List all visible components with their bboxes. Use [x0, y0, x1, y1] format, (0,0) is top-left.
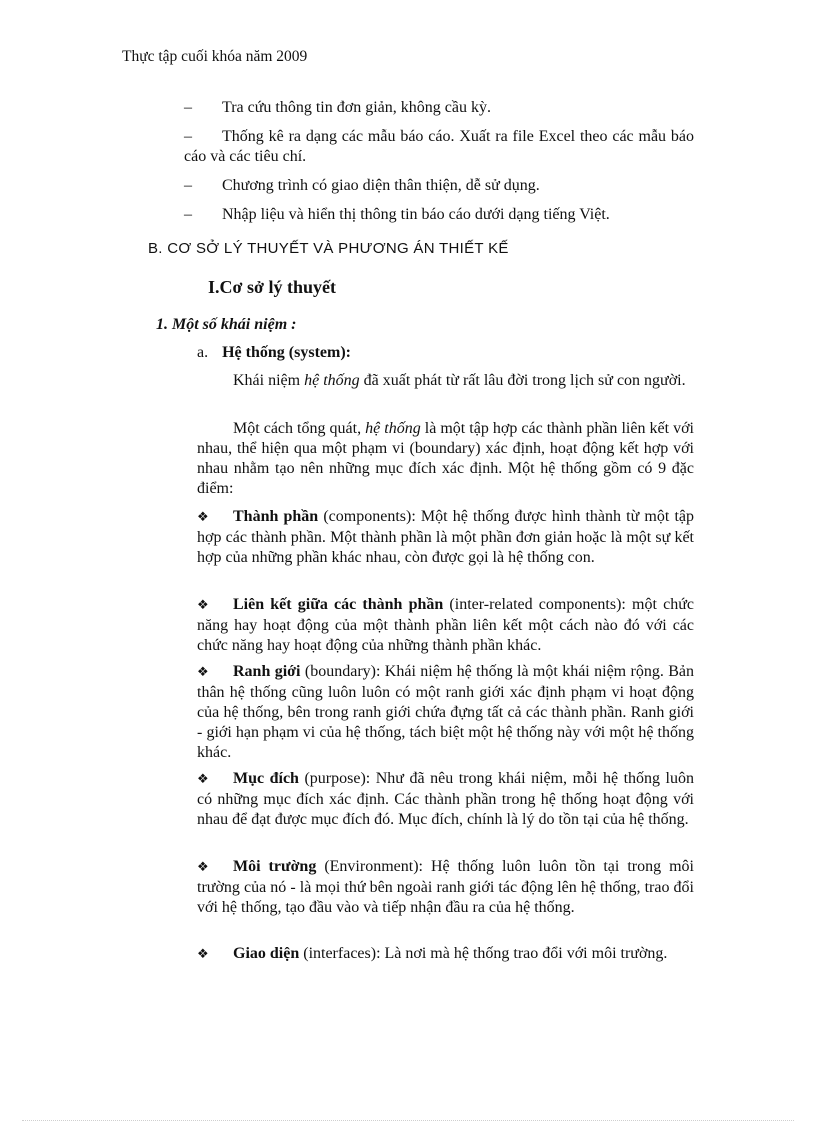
para2-before: Một cách tổng quát, — [233, 420, 366, 437]
para2-after: là một tập hợp các thành phần liên kết với nhau, thể hiện qua một phạm vi (boundary) xác định, hoạt động kết hợp với nhau nhằm tạo nên những mục đích xác định. Một hệ thống gồm có 9 đặc điểm: — [197, 420, 695, 497]
feature-term: Môi trường — [233, 858, 317, 875]
feature-term: Liên kết giữa các thành phần — [233, 596, 444, 613]
feature-description: (purpose): Như đã nêu trong khái niệm, mỗi hệ thống luôn có những mục đích xác định. Các thành phần trong hệ thống hoạt động với nhau để đạt được mục đích đó. Mục đích, chính là lý do tồn tại của hệ thống. — [197, 770, 694, 828]
paragraph-intro — [197, 371, 694, 391]
feature-term: Mục đích — [233, 770, 299, 787]
feature-item — [197, 507, 694, 568]
diamond-bullet-icon: ❖ — [197, 510, 209, 525]
feature-description: (boundary): Khái niệm hệ thống là một khái niệm rộng. Bản thân hệ thống cũng luôn luôn có một ranh giới xác định phạm vi hoạt động của hệ thống, bên trong ranh giới chứa đựng tất cả các thành phần. Ranh giới - giới hạn phạm vi của hệ thống, tách biệt một hệ thống này với một hệ thống khác. — [197, 663, 695, 761]
section-i-heading: I.Cơ sở lý thuyết — [208, 277, 336, 297]
feature-description: (components): Một hệ thống được hình thành từ một tập hợp các thành phần. Một thành phần là một phần đơn giản hoặc là một sự kết hợp của những phần khác nhau, còn được gọi là hệ thống con. — [197, 508, 695, 566]
diamond-bullet-icon: ❖ — [197, 772, 209, 787]
feature-item — [197, 944, 694, 965]
dash-item — [184, 127, 694, 167]
dash-marker: – — [184, 128, 192, 145]
feature-term: Ranh giới — [233, 663, 301, 680]
page-bottom-divider — [22, 1120, 794, 1121]
feature-item — [197, 769, 694, 830]
feature-description: (interfaces): Là nơi mà hệ thống trao đổi với môi trường. — [299, 945, 668, 962]
subsection-a-heading — [197, 344, 351, 362]
para1-emphasis: hệ thống — [304, 372, 360, 389]
dash-marker: – — [184, 206, 192, 223]
feature-item — [197, 857, 694, 918]
feature-item — [197, 662, 694, 763]
diamond-bullet-icon: ❖ — [197, 947, 209, 962]
dash-item — [184, 205, 694, 225]
para1-after: đã xuất phát từ rất lâu đời trong lịch sử con người. — [359, 372, 686, 389]
dash-item-text: Thống kê ra dạng các mẫu báo cáo. Xuất ra file Excel theo các mẫu báo cáo và các tiêu chí. — [184, 128, 694, 165]
feature-term: Giao diện — [233, 945, 300, 962]
dash-item — [184, 98, 694, 118]
feature-description: (inter-related components): một chức năng hay hoạt động của một thành phần liên kết một cách nào đó với các chức năng hay hoạt động của những thành phần khác. — [197, 596, 694, 654]
diamond-bullet-icon: ❖ — [197, 598, 209, 613]
para2-emphasis: hệ thống — [365, 420, 421, 437]
feature-item — [197, 595, 694, 656]
dash-marker: – — [184, 99, 192, 116]
feature-description: (Environment): Hệ thống luôn luôn tồn tại trong môi trường của nó - là mọi thứ bên ngoài ranh giới tác động lên hệ thống, trao đổi với hệ thống, tạo đầu vào và tiếp nhận đầu ra của hệ thống. — [197, 858, 694, 916]
subsection-a-marker: a. — [197, 344, 209, 361]
para1-before: Khái niệm — [233, 372, 305, 389]
diamond-bullet-icon: ❖ — [197, 665, 209, 680]
page-header: Thực tập cuối khóa năm 2009 — [122, 48, 308, 65]
subsection-a-title: Hệ thống (system): — [222, 344, 351, 361]
section-b-heading: B. CƠ SỞ LÝ THUYẾT VÀ PHƯƠNG ÁN THIẾT KẾ — [148, 240, 509, 257]
subsection-1-heading: 1. Một số khái niệm : — [156, 316, 297, 333]
dash-item-text: Nhập liệu và hiển thị thông tin báo cáo dưới dạng tiếng Việt. — [222, 206, 610, 223]
paragraph-definition — [197, 419, 694, 499]
dash-item-text: Chương trình có giao diện thân thiện, dễ sử dụng. — [222, 177, 540, 194]
dash-item — [184, 176, 694, 196]
dash-marker: – — [184, 177, 192, 194]
diamond-bullet-icon: ❖ — [197, 860, 209, 875]
feature-term: Thành phần — [233, 508, 319, 525]
dash-item-text: Tra cứu thông tin đơn giản, không cầu kỳ. — [222, 99, 491, 116]
